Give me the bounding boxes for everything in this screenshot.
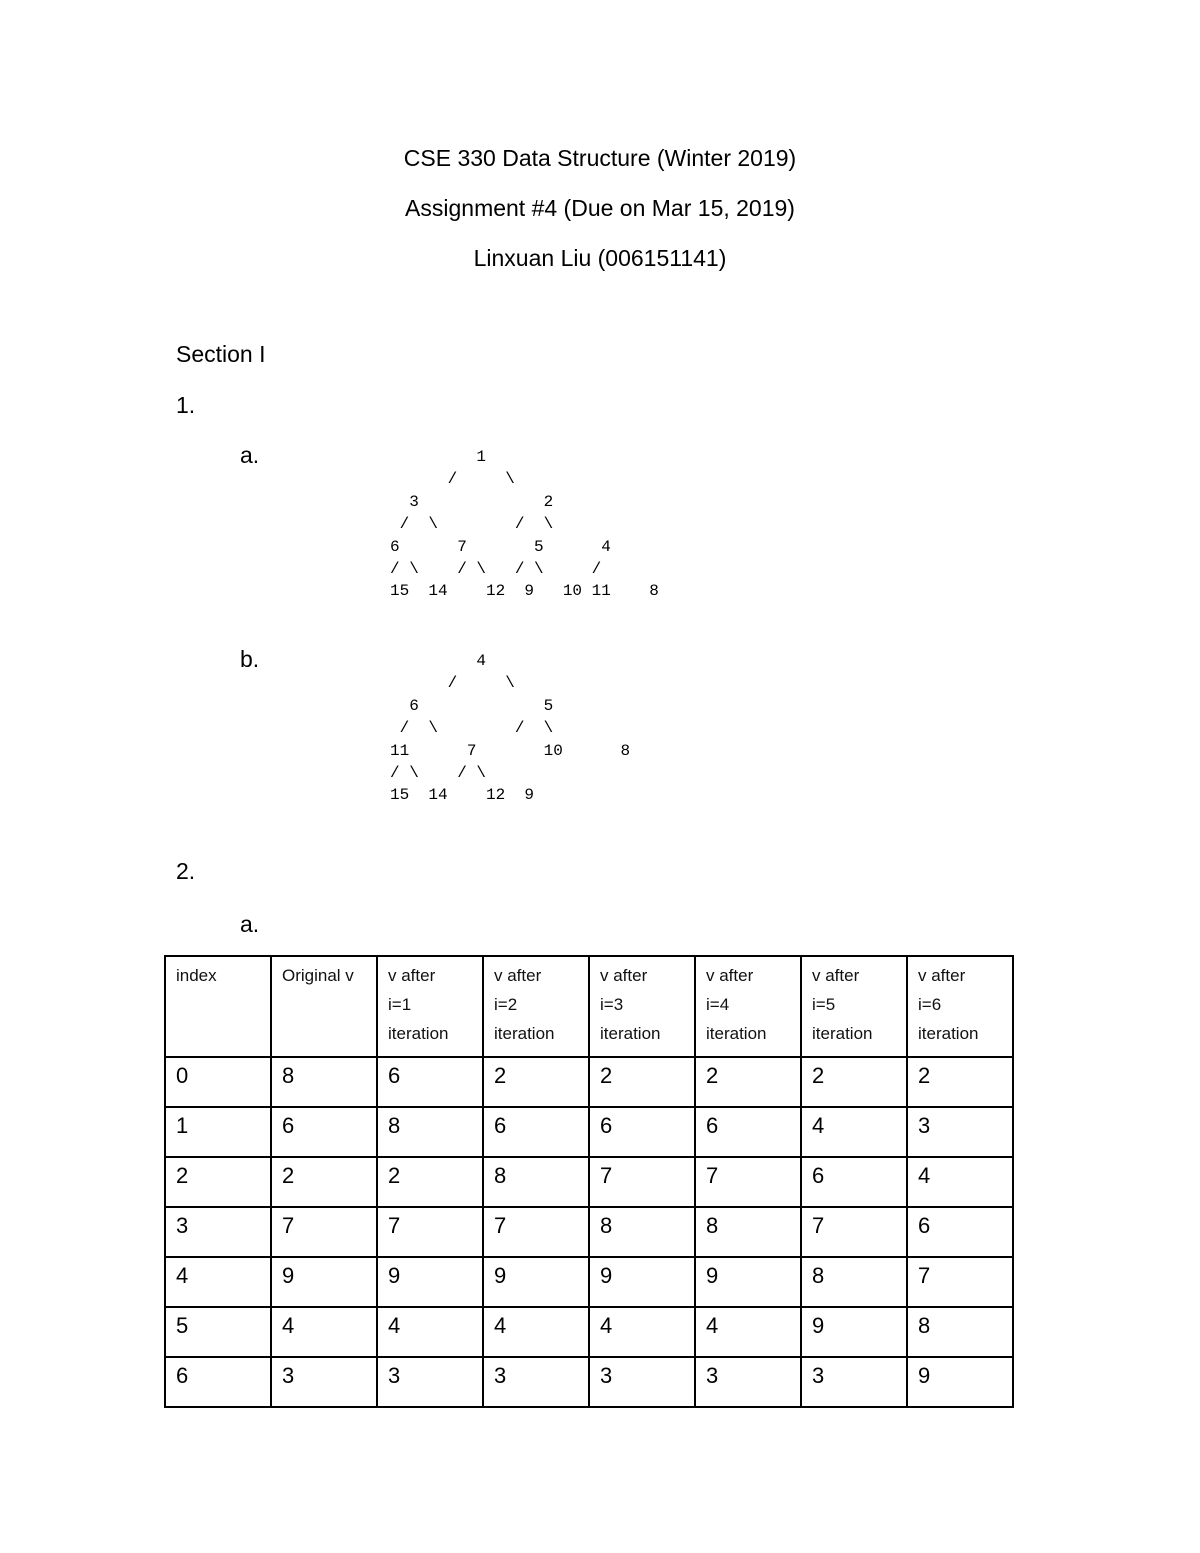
- value-cell: 4: [377, 1307, 483, 1357]
- value-cell: 6: [907, 1207, 1013, 1257]
- index-cell: 3: [165, 1207, 271, 1257]
- table-header-label: v after i=4 iteration: [706, 966, 767, 1043]
- value-cell: 4: [801, 1107, 907, 1157]
- table-row: [165, 1157, 1013, 1207]
- value-cell: 2: [483, 1057, 589, 1107]
- value-cell: 2: [907, 1057, 1013, 1107]
- value-cell: 4: [483, 1307, 589, 1357]
- value-cell: 6: [271, 1107, 377, 1157]
- index-cell: 1: [165, 1107, 271, 1157]
- value-cell: 3: [377, 1357, 483, 1407]
- index-cell: 5: [165, 1307, 271, 1357]
- table-header-row: [165, 956, 1013, 1057]
- heap-tree-b: 4 / \ 6 5 / \ / \ 11 7 10 8 / \ / \ 15 14 12 9: [390, 652, 631, 805]
- value-cell: 8: [589, 1207, 695, 1257]
- table-header-label: index: [176, 966, 217, 985]
- question-2a-label: a.: [240, 911, 260, 937]
- section-heading: Section I: [176, 341, 266, 367]
- value-cell: 3: [801, 1357, 907, 1407]
- student-line: Linxuan Liu (006151141): [473, 245, 727, 271]
- index-cell: 2: [165, 1157, 271, 1207]
- value-cell: 9: [907, 1357, 1013, 1407]
- table-header-cell: [165, 956, 271, 1057]
- value-cell: 6: [695, 1107, 801, 1157]
- value-cell: 7: [589, 1157, 695, 1207]
- table-header-label: v after i=3 iteration: [600, 966, 661, 1043]
- page-title: CSE 330 Data Structure (Winter 2019): [403, 145, 797, 171]
- value-cell: 7: [271, 1207, 377, 1257]
- table-row: [165, 1057, 1013, 1107]
- value-cell: 4: [589, 1307, 695, 1357]
- value-cell: 6: [377, 1057, 483, 1107]
- table-row: [165, 1107, 1013, 1157]
- value-cell: 3: [589, 1357, 695, 1407]
- table-header-label: v after i=6 iteration: [918, 966, 979, 1043]
- value-cell: 9: [589, 1257, 695, 1307]
- value-cell: 9: [801, 1307, 907, 1357]
- question-2-label: 2.: [176, 858, 196, 884]
- table-header-label: Original v: [282, 966, 354, 985]
- table-row: [165, 1257, 1013, 1307]
- question-1b-label: b.: [240, 646, 260, 672]
- value-cell: 7: [801, 1207, 907, 1257]
- table-header-cell: [695, 956, 801, 1057]
- value-cell: 7: [695, 1157, 801, 1207]
- iteration-table: [164, 955, 1014, 1408]
- table-header-label: v after i=2 iteration: [494, 966, 555, 1043]
- value-cell: 4: [907, 1157, 1013, 1207]
- index-cell: 6: [165, 1357, 271, 1407]
- value-cell: 8: [907, 1307, 1013, 1357]
- value-cell: 4: [271, 1307, 377, 1357]
- value-cell: 2: [377, 1157, 483, 1207]
- table-header-cell: [271, 956, 377, 1057]
- value-cell: 2: [695, 1057, 801, 1107]
- value-cell: 9: [483, 1257, 589, 1307]
- table-row: [165, 1357, 1013, 1407]
- table-row: [165, 1207, 1013, 1257]
- question-1a-label: a.: [240, 442, 260, 468]
- value-cell: 9: [695, 1257, 801, 1307]
- value-cell: 9: [377, 1257, 483, 1307]
- value-cell: 2: [801, 1057, 907, 1107]
- value-cell: 6: [589, 1107, 695, 1157]
- value-cell: 3: [271, 1357, 377, 1407]
- value-cell: 2: [589, 1057, 695, 1107]
- value-cell: 7: [377, 1207, 483, 1257]
- table-header-cell: [801, 956, 907, 1057]
- table-header-label: v after i=1 iteration: [388, 966, 449, 1043]
- table-header-cell: [589, 956, 695, 1057]
- value-cell: 3: [483, 1357, 589, 1407]
- value-cell: 8: [377, 1107, 483, 1157]
- value-cell: 8: [695, 1207, 801, 1257]
- heap-tree-a: 1 / \ 3 2 / \ / \ 6 7 5 4 / \ / \ / \ / 15 14 12 9 10 11 8: [390, 448, 659, 601]
- value-cell: 4: [695, 1307, 801, 1357]
- value-cell: 8: [801, 1257, 907, 1307]
- question-1-label: 1.: [176, 392, 196, 418]
- index-cell: 0: [165, 1057, 271, 1107]
- table-header-cell: [377, 956, 483, 1057]
- value-cell: 2: [271, 1157, 377, 1207]
- value-cell: 8: [483, 1157, 589, 1207]
- value-cell: 6: [483, 1107, 589, 1157]
- value-cell: 9: [271, 1257, 377, 1307]
- table-row: [165, 1307, 1013, 1357]
- value-cell: 3: [907, 1107, 1013, 1157]
- table-header-label: v after i=5 iteration: [812, 966, 873, 1043]
- table-header-cell: [907, 956, 1013, 1057]
- index-cell: 4: [165, 1257, 271, 1307]
- assignment-line: Assignment #4 (Due on Mar 15, 2019): [405, 195, 795, 221]
- value-cell: 7: [907, 1257, 1013, 1307]
- value-cell: 6: [801, 1157, 907, 1207]
- value-cell: 8: [271, 1057, 377, 1107]
- value-cell: 3: [695, 1357, 801, 1407]
- table-header-cell: [483, 956, 589, 1057]
- value-cell: 7: [483, 1207, 589, 1257]
